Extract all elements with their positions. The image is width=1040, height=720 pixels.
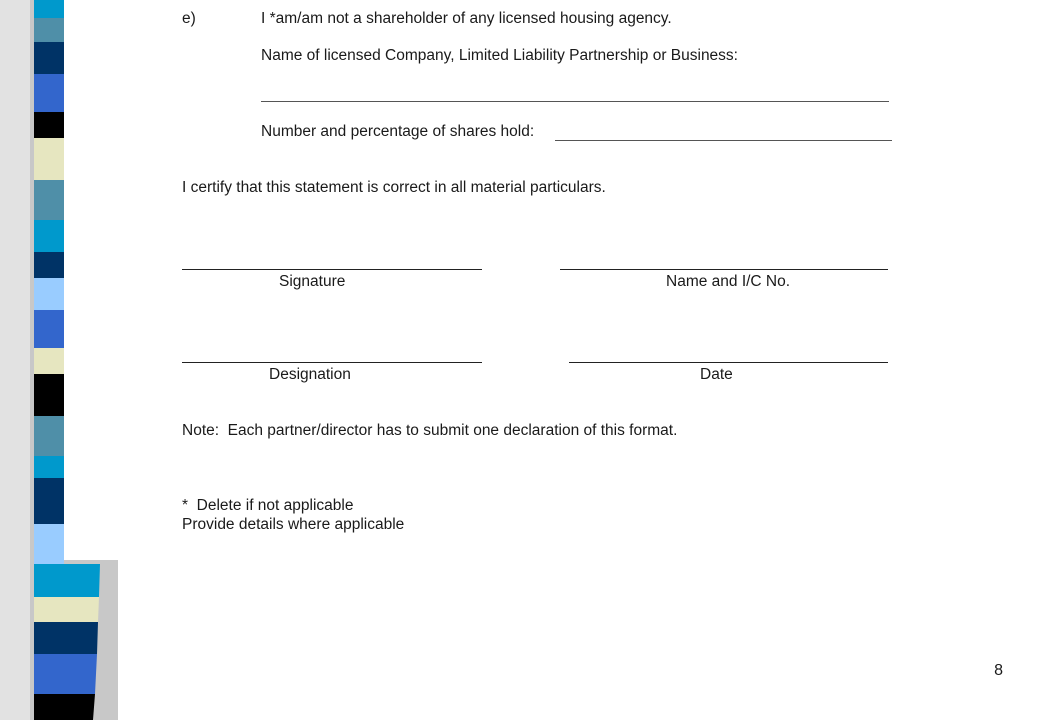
signature-line	[182, 269, 482, 270]
name-ic-label: Name and I/C No.	[666, 273, 791, 290]
date-label: Date	[700, 366, 733, 383]
name-ic-line	[560, 269, 888, 270]
shares-label: Number and percentage of shares hold:	[261, 123, 535, 140]
designation-label: Designation	[269, 366, 351, 383]
date-line	[569, 362, 888, 363]
footnote-provide: Provide details where applicable	[182, 516, 405, 533]
item-marker: e)	[182, 10, 196, 27]
page-number: 8	[994, 662, 1003, 679]
designation-line	[182, 362, 482, 363]
footnote-delete: * Delete if not applicable	[182, 497, 354, 514]
shareholder-statement: I *am/am not a shareholder of any licensed housing agency.	[261, 10, 672, 27]
certify-statement: I certify that this statement is correct in all material particulars.	[182, 179, 606, 196]
shares-blank	[555, 140, 892, 141]
note-text: Note: Each partner/director has to submit one declaration of this format.	[182, 422, 678, 439]
signature-label: Signature	[279, 273, 346, 290]
company-name-blank	[261, 101, 889, 102]
company-name-label: Name of licensed Company, Limited Liability Partnership or Business:	[261, 47, 738, 64]
